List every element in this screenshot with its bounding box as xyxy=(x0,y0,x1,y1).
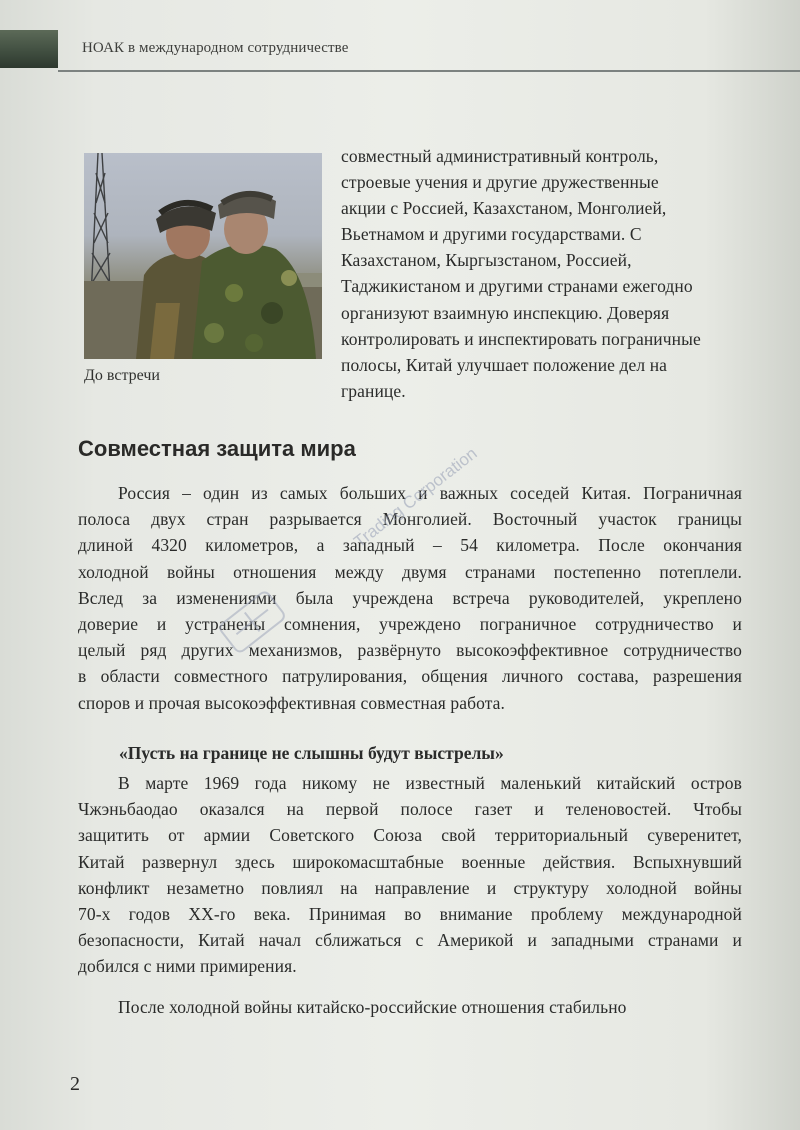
paragraph-line: В марте 1969 года никому не известный маленький китайский остров xyxy=(118,773,742,793)
photo-illustration xyxy=(84,153,322,359)
paragraph-line: Россия – один из самых больших и важных соседей Китая. Пограничная xyxy=(118,483,742,503)
photo-caption: До встречи xyxy=(84,367,160,384)
intro-line: Казахстаном, Кыргызстаном, Россией, xyxy=(341,250,632,271)
paragraph-line: После холодной войны китайско-российские отношения стабильно xyxy=(118,997,627,1017)
paragraph-line: защитить от армии Советского Союза свой территориальный суверенитет, xyxy=(78,825,742,846)
paragraph-line: Вслед за изменениями была учреждена встреча руководителей, укреплено xyxy=(78,587,742,608)
paragraph-line: конфликт незаметно повлиял на направление и структуру холодной войны xyxy=(78,877,742,898)
paragraph-line: холодной войны отношения между двумя странами постепенно потеплели. xyxy=(78,561,742,582)
paragraph-line: безопасности, Китай начал сближаться с Америкой и западными странами и xyxy=(78,930,742,951)
paragraph-line: доверие и устранены сомнения, учреждено пограничное сотрудничество и xyxy=(78,614,742,635)
border-guards-photo xyxy=(84,153,322,359)
intro-line: акции с Россией, Казахстаном, Монголией, xyxy=(341,198,667,219)
intro-paragraph xyxy=(341,143,743,404)
subsection-heading: «Пусть на границе не слышны будут выстрелы» xyxy=(119,743,504,763)
paragraph-line: в области совместного патрулирования, общения личного состава, разрешения xyxy=(78,666,742,687)
intro-line: организуют взаимную инспекцию. Доверяя xyxy=(341,302,670,323)
page-number: 2 xyxy=(70,1073,80,1095)
header-color-block xyxy=(0,30,58,68)
watermark-text: Trading Corporation xyxy=(350,443,481,552)
intro-line: строевые учения и другие дружественные xyxy=(341,172,659,193)
intro-line: совместный административный контроль, xyxy=(341,146,659,166)
paragraph-line: длиной 4320 километров, а западный – 54 километра. После окончания xyxy=(78,535,742,556)
paragraph-line: целый ряд других механизмов, развёрнуто высокоэффективное сотрудничество xyxy=(78,640,742,661)
intro-line: Таджикистаном и другими странами ежегодно xyxy=(341,276,693,297)
paragraph-line: добился с ними примирения. xyxy=(78,956,297,977)
paragraph-line: Китай развернул здесь широкомасштабные военные действия. Вспыхнувший xyxy=(78,851,742,872)
header-rule xyxy=(58,70,800,72)
intro-line: полосы, Китай улучшает положение дел на xyxy=(341,354,668,375)
paragraph-line: Чжэньбаодао оказался на первой полосе газет и теленовостей. Чтобы xyxy=(78,799,742,820)
paragraph-line: полоса двух стран разрывается Монголией. Восточный участок границы xyxy=(78,509,742,530)
paragraph-line: споров и прочая высокоэффективная совместная работа. xyxy=(78,692,506,713)
intro-line: Вьетнамом и другими государствами. С xyxy=(341,224,642,245)
paragraph-russia xyxy=(78,480,742,716)
running-header-title: НОАК в международном сотрудничестве xyxy=(82,40,349,56)
section-heading: Совместная защита мира xyxy=(78,436,356,461)
intro-line: границе. xyxy=(341,380,406,401)
paragraph-post-cold-war xyxy=(78,994,742,1020)
paragraph-line: 70-х годов XX-го века. Принимая во внимание проблему международной xyxy=(78,904,742,925)
paragraph-1969 xyxy=(78,770,742,980)
intro-line: контролировать и инспектировать пограничные xyxy=(341,328,701,349)
